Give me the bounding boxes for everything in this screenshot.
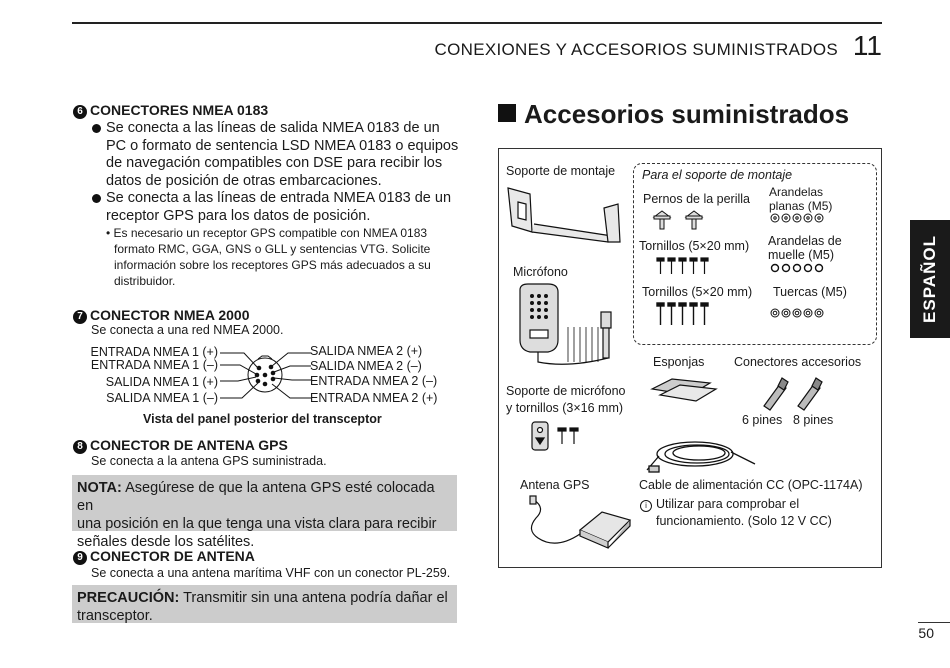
bullet-2-line: Se conecta a las líneas de entrada NMEA 0183 de un [106, 190, 452, 206]
section-7-text: Se conecta a una red NMEA 2000. [91, 323, 284, 337]
pin-label: ENTRADA NMEA 2 (+) [310, 391, 438, 405]
bullet-1-line: de navegación compatibles con DSE para recibir los [106, 155, 443, 171]
nmea0183-note [106, 225, 466, 289]
bullet-1-line: PC o formato de sentencia LSD NMEA 0183 o equipos [106, 137, 459, 154]
gps-antenna-illustration [516, 494, 636, 554]
screws-label-1: Tornillos (5×20 mm) [639, 239, 750, 253]
bullet-2-line: receptor GPS para los datos de posición. [106, 207, 371, 224]
nuts-label: Tuercas (M5) [773, 285, 847, 299]
note-line: funcionamiento. (Solo 12 V CC) [656, 514, 832, 528]
section-9-title: CONECTOR DE ANTENA [90, 548, 255, 564]
precaucion-line: Transmitir sin una antena podría dañar el [183, 590, 448, 606]
power-cable-label: Cable de alimentación CC (OPC-1174A) [639, 478, 863, 492]
screws-illustration-2 [655, 301, 715, 327]
nota-line: señales desde los satélites. [77, 534, 255, 550]
info-icon: i [640, 500, 652, 512]
bullet-1-line: Se conecta a las líneas de salida NMEA 0183 de un [106, 120, 440, 136]
accessories-title: Accesorios suministrados [524, 99, 850, 129]
spring-washers-illustration [769, 262, 829, 274]
precaucion-line: transceptor. [77, 608, 153, 624]
note-line: • Es necesario un receptor GPS compatible con NMEA 0183 [106, 226, 428, 240]
note-line: Utilizar para comprobar el [656, 497, 800, 511]
bullet-dot-icon [92, 124, 101, 133]
screws-label-2: Tornillos (5×20 mm) [642, 285, 753, 299]
pin-label: ENTRADA NMEA 1 (+) [90, 345, 218, 359]
diagram-caption: Vista del panel posterior del transceptor [143, 412, 382, 426]
section-number-badge: 8 [73, 440, 87, 454]
section-8-title: CONECTOR DE ANTENA GPS [90, 437, 288, 453]
bullet-dot-icon [92, 194, 101, 203]
chapter-number: 11 [852, 30, 882, 61]
language-tab [910, 220, 950, 338]
pin-label: SALIDA NMEA 2 (–) [310, 359, 422, 373]
language-tab-label: ESPAÑOL [920, 235, 939, 323]
label-line: muelle (M5) [768, 248, 834, 262]
section-6-title: CONECTORES NMEA 0183 [90, 102, 269, 118]
section-8-heading [73, 437, 288, 454]
pin-label: SALIDA NMEA 1 (+) [105, 375, 218, 389]
section-number-badge: 6 [73, 105, 87, 119]
section-number-badge: 9 [73, 551, 87, 565]
nota-line: una posición en la que tenga una vista clara para recibir [77, 516, 437, 532]
bullet-1 [92, 120, 462, 190]
mic-hanger-label [506, 383, 626, 417]
mounting-bracket-illustration [500, 180, 630, 260]
microphone-illustration [508, 282, 633, 372]
section-number-badge: 7 [73, 310, 87, 324]
section-6-heading [73, 102, 268, 119]
spring-washers-label [768, 234, 842, 262]
section-9-text: Se conecta a una antena marítima VHF con un conector PL-259. [91, 566, 451, 580]
six-pin-label: 6 pines [742, 413, 783, 427]
label-line: Arandelas [769, 185, 824, 199]
label-line: Arandelas de [768, 234, 842, 248]
knob-bolts-illustration [650, 205, 710, 235]
nota-box [72, 475, 457, 550]
section-7-title: CONECTOR NMEA 2000 [90, 307, 250, 323]
mounting-bracket-label: Soporte de montaje [506, 164, 616, 178]
flat-washers-illustration [769, 212, 829, 224]
pin-label: SALIDA NMEA 1 (–) [106, 391, 218, 405]
header-rule [72, 22, 882, 24]
sponges-label: Esponjas [653, 355, 705, 369]
label-line: Soporte de micrófono [506, 384, 626, 398]
eight-pin-label: 8 pines [793, 413, 834, 427]
bullet-2 [92, 190, 462, 225]
chapter-title: CONEXIONES Y ACCESORIOS SUMINISTRADOS [434, 40, 838, 59]
nuts-illustration [769, 307, 829, 319]
for-bracket-label: Para el soporte de montaje [642, 168, 793, 182]
cable-note [640, 496, 832, 530]
power-cable-illustration [645, 430, 760, 476]
section-9-heading [73, 548, 255, 565]
pin-label: ENTRADA NMEA 1 (–) [90, 358, 218, 372]
title-square-icon [498, 104, 516, 122]
note-line: formato RMC, GGA, GNS o GLL y sentencias VTG. Solicite [114, 242, 431, 256]
note-line: distribuidor. [114, 274, 176, 288]
section-8-text: Se conecta a la antena GPS suministrada. [91, 454, 327, 468]
knob-bolts-label: Pernos de la perilla [643, 192, 751, 206]
connectors-label: Conectores accesorios [734, 355, 862, 369]
flat-washers-label [769, 185, 832, 213]
pin-label: SALIDA NMEA 2 (+) [310, 344, 423, 358]
sponges-illustration [650, 375, 720, 403]
gps-antenna-label: Antena GPS [520, 478, 590, 492]
accessory-connectors-illustration [758, 374, 828, 414]
page-number: 50 [918, 625, 934, 641]
mic-hanger-illustration [528, 418, 588, 458]
precaucion-box [72, 585, 457, 623]
note-line: información sobre los receptores GPS más adecuados a su [114, 258, 431, 272]
nota-label: NOTA: [77, 480, 122, 496]
nmea2000-connector-diagram [218, 346, 313, 406]
label-line: planas (M5) [769, 199, 833, 213]
screws-illustration-1 [655, 256, 715, 278]
bullet-1-line: datos de posición de otras embarcaciones. [106, 172, 382, 189]
pin-label: ENTRADA NMEA 2 (–) [310, 374, 438, 388]
label-line: y tornillos (3×16 mm) [506, 401, 624, 415]
nota-line: Asegúrese de que la antena GPS esté colocada en [77, 480, 435, 514]
section-7-heading [73, 307, 249, 324]
microphone-label: Micrófono [513, 265, 568, 279]
page-number-rule [918, 622, 950, 623]
precaucion-label: PRECAUCIÓN: [77, 590, 180, 606]
